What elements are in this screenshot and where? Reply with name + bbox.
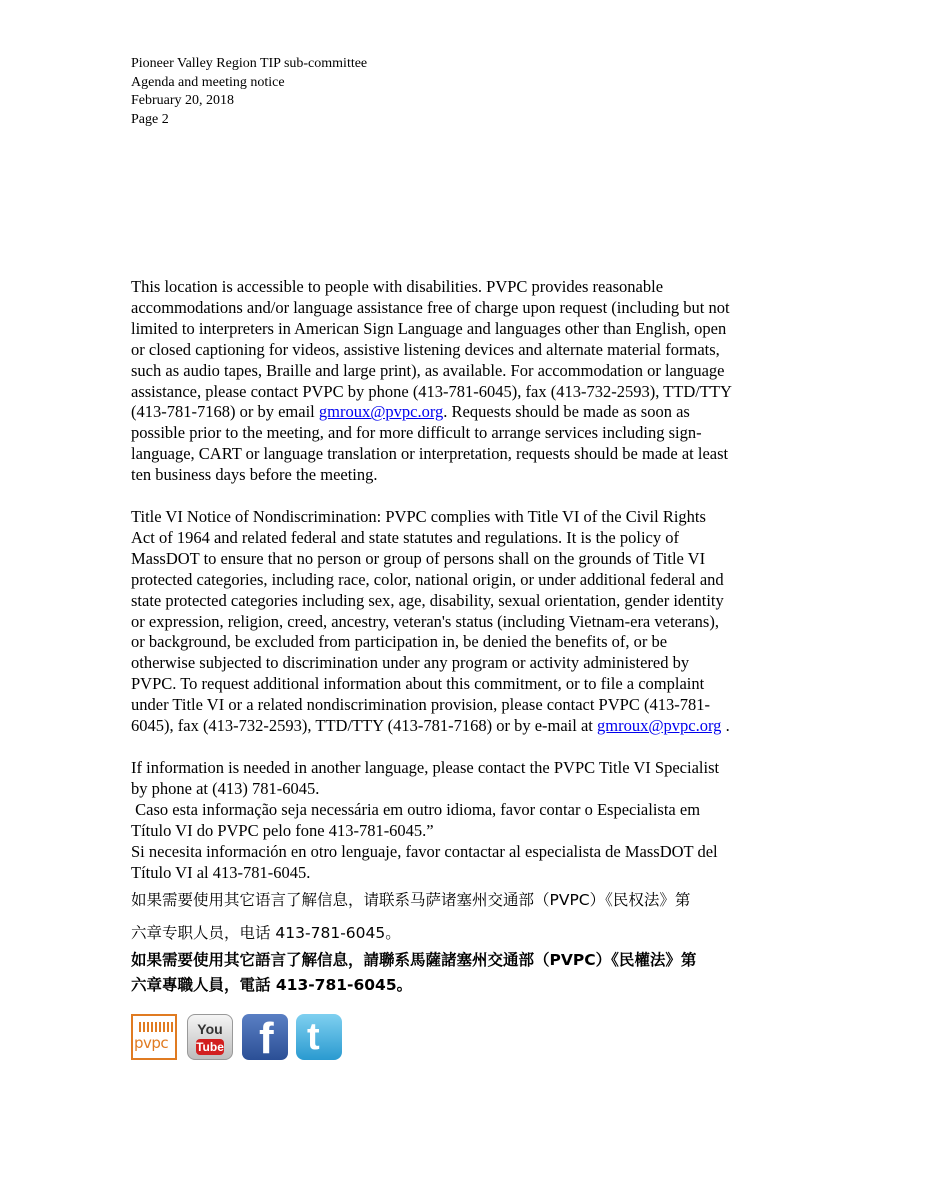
text-line: assistance, please contact PVPC by phone (413-781-6045), fax (413-732-2593), TTD/TTY [131, 381, 732, 401]
youtube-you-text: You [197, 1021, 223, 1037]
spanish-line: Si necesita información en otro lenguaje, favor contactar al especialista de MassDOT del [131, 841, 718, 861]
chinese-simplified-line-2: 六章专职人员，电话 413-781-6045。 [131, 924, 401, 942]
portuguese-line: Caso esta informação seja necessária em outro idioma, favor contar o Especialista em [131, 799, 701, 819]
spanish-line: Título VI al 413-781-6045. [131, 862, 311, 882]
text-line: possible prior to the meeting, and for more difficult to arrange services including sign- [131, 423, 702, 443]
text-line: or expression, religion, creed, ancestry, veteran's status (including Vietnam-era veterans), [131, 611, 719, 631]
text-line: accommodations and/or language assistance free of charge upon request (including but not [131, 297, 730, 317]
text-line: protected categories, including race, color, national origin, or under additional federal and [131, 569, 724, 589]
text-segment: (413-781-7168) or by email [131, 402, 319, 422]
header-date: February 20, 2018 [131, 93, 235, 108]
text-line: ten business days before the meeting. [131, 465, 378, 485]
language-paragraph [131, 758, 796, 883]
youtube-tube-text: Tube [196, 1040, 224, 1054]
header-doc-type: Agenda and meeting notice [131, 74, 285, 90]
text-line: or background, be excluded from participation in, be denied the benefits of, or be [131, 632, 668, 652]
facebook-letter: f [259, 1014, 274, 1063]
text-line: otherwise subjected to discrimination under any program or activity administered by [131, 653, 690, 673]
chinese-simplified-line-1: 如果需要使用其它语言了解信息，请联系马萨诸塞州交通部（PVPC）《民权法》第 [131, 891, 691, 909]
text-line: PVPC. To request additional information about this commitment, or to file a complaint [131, 674, 705, 694]
text-line: such as audio tapes, Braille and large print), as available. For accommodation or language [131, 360, 725, 380]
text-line: Title VI Notice of Nondiscrimination: PVPC complies with Title VI of the Civil Rights [131, 507, 706, 526]
chinese-traditional-line-1: 如果需要使用其它語言了解信息，請聯系馬薩諸塞州交通部（PVPC）《民權法》第 [131, 951, 697, 969]
text-line: If information is needed in another language, please contact the PVPC Title VI Specialist [131, 758, 720, 777]
portuguese-line: Título VI do PVPC pelo fone 413-781-6045.” [131, 820, 434, 840]
text-line: or closed captioning for videos, assistive listening devices and alternate material formats, [131, 339, 720, 359]
text-line: language, CART or language translation or interpretation, requests should be made at least [131, 444, 729, 464]
header-committee: Pioneer Valley Region TIP sub-committee [131, 56, 368, 71]
text-line [131, 402, 796, 423]
twitter-icon[interactable] [296, 1014, 342, 1060]
email-link[interactable]: gmroux@pvpc.org [318, 402, 444, 422]
text-segment: . [721, 716, 730, 736]
header-page-number: Page 2 [131, 111, 169, 127]
text-segment: 6045), fax (413-732-2593), TTD/TTY (413-781-7168) or by e-mail at [131, 716, 598, 736]
email-link[interactable]: gmroux@pvpc.org [597, 716, 722, 736]
twitter-letter: t [307, 1016, 320, 1058]
accessibility-paragraph [131, 277, 796, 486]
text-line [131, 716, 796, 737]
pvpc-logo-icon[interactable] [131, 1014, 177, 1060]
text-line: limited to interpreters in American Sign Language and languages other than English, open [131, 318, 727, 338]
page-header [131, 55, 367, 129]
chinese-traditional-line-2: 六章專職人員，電話 413-781-6045。 [131, 976, 413, 994]
facebook-icon[interactable] [242, 1014, 288, 1063]
text-segment: . Requests should be made as soon as [443, 402, 690, 422]
logo-stripes [139, 1022, 173, 1032]
pvpc-logo-text: pvpc [134, 1034, 169, 1052]
text-line: MassDOT to ensure that no person or group of persons shall on the grounds of Title VI [131, 548, 706, 568]
text-line: state protected categories including sex, age, disability, sexual orientation, gender identity [131, 590, 724, 610]
text-line: This location is accessible to people with disabilities. PVPC provides reasonable [131, 277, 664, 296]
text-line: by phone at (413) 781-6045. [131, 778, 320, 798]
youtube-icon[interactable] [187, 1014, 233, 1060]
title-vi-paragraph [131, 507, 796, 737]
text-line: under Title VI or a related nondiscrimination provision, please contact PVPC (413-781- [131, 695, 710, 715]
text-line: Act of 1964 and related federal and state statutes and regulations. It is the policy of [131, 527, 679, 547]
